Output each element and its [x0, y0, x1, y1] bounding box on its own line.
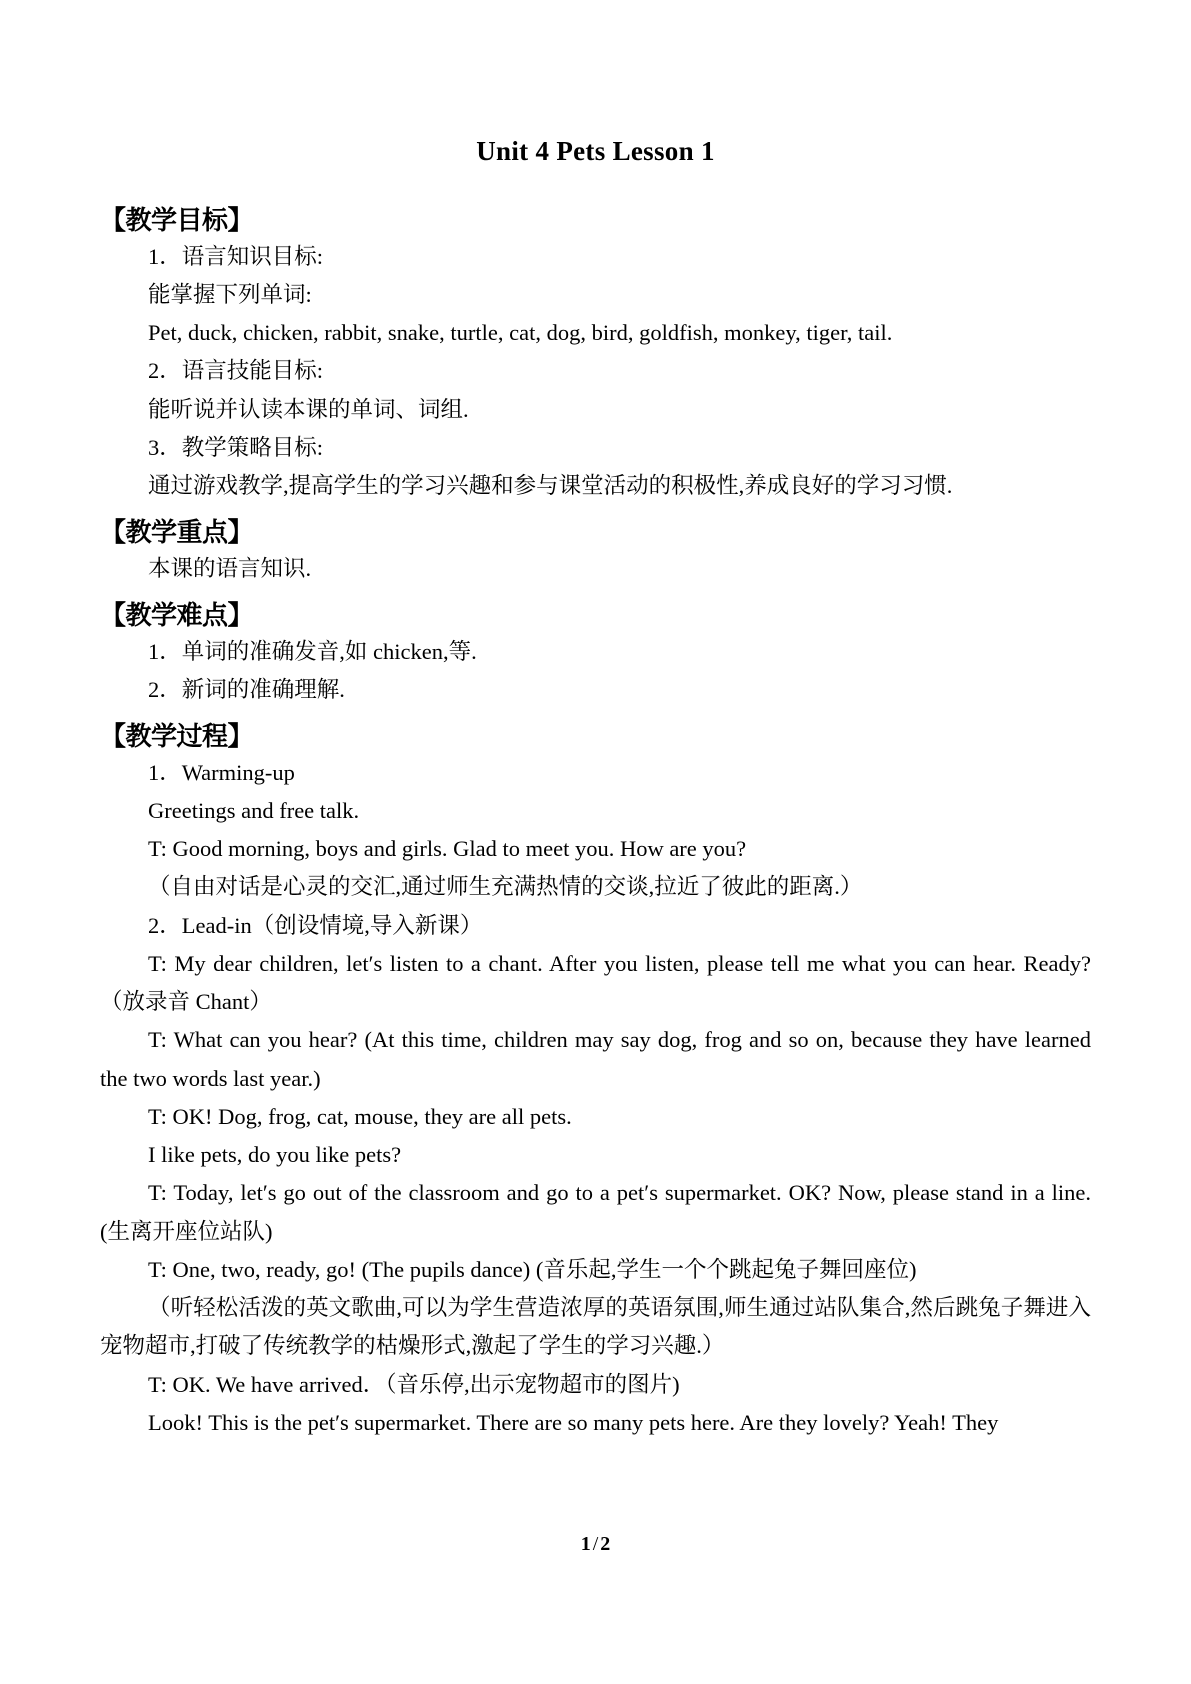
procedure-step-2-line-8: Look! This is the pet′s supermarket. There are so many pets here. Are they lovely? Yeah! They: [148, 1409, 999, 1435]
key-points-text: 本课的语言知识.: [148, 555, 312, 581]
footer-total-pages: 2: [600, 1533, 611, 1555]
procedure-step-2-line-7: T: OK. We have arrived．（音乐停,出示宠物超市的图片): [148, 1371, 680, 1397]
objectives-item-1-label: 1．语言知识目标:: [148, 243, 324, 269]
footer-separator: /: [592, 1533, 599, 1555]
procedure-step-1-note: （自由对话是心灵的交汇,通过师生充满热情的交谈,拉近了彼此的距离.）: [148, 874, 863, 900]
footer-current-page: 1: [580, 1533, 591, 1555]
page-footer: [0, 1533, 1191, 1556]
procedure-step-2-line-3: T: OK! Dog, frog, cat, mouse, they are all pets.: [148, 1103, 572, 1129]
section-heading-difficulties: 【教学难点】: [100, 601, 254, 631]
section-heading-procedure: 【教学过程】: [100, 722, 254, 752]
document-body: [100, 167, 1091, 1442]
objectives-item-3-label: 3．教学策略目标:: [148, 434, 324, 460]
objectives-item-2-label: 2．语言技能目标:: [148, 358, 324, 384]
procedure-step-2-note: （听轻松活泼的英文歌曲,可以为学生营造浓厚的英语氛围,师生通过站队集合,然后跳兔子舞进入宠物超市,打破了传统教学的枯燥形式,激起了学生的学习兴趣.）: [100, 1295, 1091, 1359]
procedure-step-2-line-1: T: My dear children, let′s listen to a chant. After you listen, please tell me what you can hear. Ready?（放录音 Chant）: [100, 950, 1091, 1014]
procedure-step-2-label: 2．Lead-in（创设情境,导入新课）: [148, 912, 483, 938]
procedure-step-1-label: 1．Warming-up: [148, 759, 295, 785]
section-heading-objectives: 【教学目标】: [100, 206, 254, 236]
section-heading-key-points: 【教学重点】: [100, 518, 254, 549]
procedure-step-2-line-6: T: One, two, ready, go! (The pupils dance) (音乐起,学生一个个跳起兔子舞回座位): [148, 1256, 917, 1282]
procedure-step-1-line-2: T: Good morning, boys and girls. Glad to meet you. How are you?: [148, 836, 747, 861]
objectives-item-1-sub: 能掌握下列单词:: [148, 281, 312, 307]
procedure-step-2-line-4: I like pets, do you like pets?: [148, 1142, 402, 1167]
objectives-vocabulary-list: Pet, duck, chicken, rabbit, snake, turtle, cat, dog, bird, goldfish, monkey, tiger, tail.: [148, 320, 893, 345]
objectives-item-3-sub: 通过游戏教学,提高学生的学习兴趣和参与课堂活动的积极性,养成良好的学习习惯.: [148, 473, 953, 498]
difficulties-item-1: 1．单词的准确发音,如 chicken,等.: [148, 638, 477, 664]
objectives-item-2-sub: 能听说并认读本课的单词、词组.: [148, 396, 469, 422]
difficulties-item-2: 2．新词的准确理解.: [148, 676, 345, 702]
procedure-step-2-line-2: T: What can you hear? (At this time, children may say dog, frog and so on, because they have learned the two words last year.): [100, 1027, 1091, 1091]
page-title: Unit 4 Pets Lesson 1: [476, 136, 715, 166]
procedure-step-2-line-5: T: Today, let′s go out of the classroom and go to a pet′s supermarket. OK? Now, please stand in a line. (生离开座位站队): [100, 1180, 1091, 1244]
procedure-step-1-line-1: Greetings and free talk.: [148, 797, 360, 823]
